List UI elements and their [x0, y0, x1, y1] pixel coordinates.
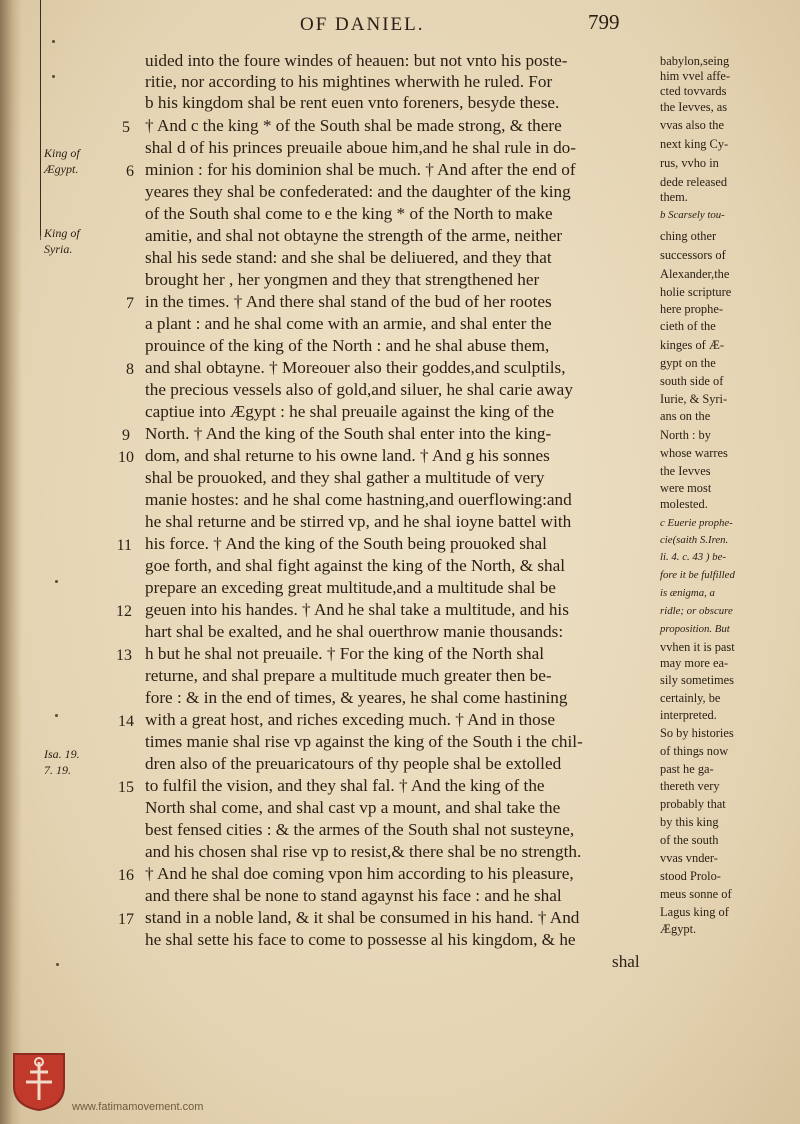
margin-note-line: certainly, be — [660, 691, 721, 705]
margin-note-line: babylon,seing — [660, 54, 730, 68]
text-line: and his chosen shal rise vp to resist,& there shal be no strength. — [145, 842, 582, 861]
text-line: the precious vessels also of gold,and siluer, he shal carie away — [145, 380, 573, 399]
verse-number: 8 — [126, 361, 134, 378]
margin-note-line: Alexander,the — [660, 267, 730, 281]
margin-note-line: So by histories — [660, 726, 734, 740]
page-number: 799 — [588, 10, 620, 34]
verse-number: 11 — [116, 537, 132, 554]
text-line: amitie, and shal not obtayne the strength of the arme, neither — [145, 226, 563, 245]
text-line: and shal obtayne. † Moreouer also their goddes,and sculptils, — [145, 358, 566, 377]
running-head: OF DANIEL. — [300, 14, 425, 35]
margin-note-line: vvhen it is past — [660, 640, 735, 654]
text-line: brought her , her yongmen and they that strengthened her — [145, 270, 540, 289]
verse-number: 13 — [116, 647, 132, 664]
left-margin-note: Isa. 19. — [44, 747, 80, 761]
margin-note-line: may more ea- — [660, 656, 729, 670]
left-margin-note: Syria. — [44, 242, 73, 256]
verse-number: 17 — [118, 911, 134, 928]
verse-number: 12 — [116, 603, 132, 620]
margin-note-line: interpreted. — [660, 708, 717, 722]
verse-number: 6 — [126, 163, 134, 180]
text-line: in the times. † And there shal stand of the bud of her rootes — [145, 292, 552, 311]
margin-note-line: li. 4. c. 43 ) be- — [660, 551, 726, 563]
text-line: he shal sette his face to come to possesse al his kingdom, & he — [145, 930, 576, 949]
verse-number: 9 — [122, 427, 130, 444]
verse-number: 14 — [118, 713, 134, 730]
text-line: shal d of his princes preuaile aboue him,and he shal rule in do- — [145, 138, 576, 157]
verse-number: 15 — [118, 779, 134, 796]
verse-number: 7 — [126, 295, 134, 312]
margin-note-line: b Scarsely tou- — [660, 209, 725, 221]
margin-note-line: whose warres — [660, 446, 728, 460]
text-line: and there shal be none to stand agaynst his face : and he shal — [145, 886, 562, 905]
margin-note-line: thereth very — [660, 779, 720, 793]
margin-note-line: fore it be fulfilled — [660, 569, 735, 581]
verse-number: 5 — [122, 119, 130, 136]
text-line: † And c the king * of the South shal be made strong, & there — [145, 116, 562, 135]
margin-note-line: past he ga- — [660, 762, 714, 776]
margin-note-line: molested. — [660, 497, 708, 511]
text-line: manie hostes: and he shal come hastning,and ouerflowing:and — [145, 490, 572, 509]
margin-note-line: rus, vvho in — [660, 156, 719, 170]
fatima-crest-logo — [12, 1052, 66, 1112]
text-line: North shal come, and shal cast vp a mount, and shal take the — [145, 798, 561, 817]
margin-note-line: the Ievves — [660, 464, 711, 478]
text-line: his force. † And the king of the South being prouoked shal — [145, 534, 547, 553]
catchword: shal — [612, 952, 640, 971]
margin-note-line: them. — [660, 190, 688, 204]
text-line: he shal returne and be stirred vp, and he shal ioyne battel with — [145, 512, 572, 531]
margin-note-line: probably that — [660, 797, 726, 811]
margin-note-line: south side of — [660, 374, 724, 388]
margin-note-line: holie scripture — [660, 285, 732, 299]
margin-note-line: c Euerie prophe- — [660, 517, 733, 529]
text-line: North. † And the king of the South shal enter into the king- — [145, 424, 552, 443]
text-line: b his kingdom shal be rent euen vnto foreners, besyde these. — [145, 93, 560, 112]
text-line: returne, and shal prepare a multitude much greater then be- — [145, 666, 552, 685]
margin-note-line: stood Prolo- — [660, 869, 721, 883]
margin-note-line: ans on the — [660, 409, 711, 423]
margin-note-line: cieth of the — [660, 319, 716, 333]
margin-note-line: of things now — [660, 744, 729, 758]
text-line: yeares they shal be confederated: and the daughter of the king — [145, 182, 571, 201]
text-line: ritie, nor according to his mightines wherwith he ruled. For — [145, 72, 553, 91]
text-line: a plant : and he shal come with an armie, and shal enter the — [145, 314, 552, 333]
footer-website-link[interactable]: www.fatimamovement.com — [72, 1101, 204, 1113]
margin-note-line: is ænigma, a — [660, 587, 715, 599]
margin-note-line: here prophe- — [660, 302, 723, 316]
text-line: geuen into his handes. † And he shal take a multitude, and his — [145, 600, 569, 619]
margin-dot — [55, 580, 58, 583]
verse-number: 10 — [118, 449, 134, 466]
text-line: stand in a noble land, & it shal be consumed in his hand. † And — [145, 908, 580, 927]
margin-note-line: of the south — [660, 833, 719, 847]
margin-note-line: him vvel affe- — [660, 69, 730, 83]
margin-note-line: ridle; or obscure — [660, 605, 733, 617]
margin-note-line: Iurie, & Syri- — [660, 392, 728, 406]
margin-dot — [56, 963, 59, 966]
margin-note-line: the Ievves, as — [660, 100, 728, 114]
margin-note-line: vvas vnder- — [660, 851, 718, 865]
left-margin-rule — [40, 110, 41, 240]
text-line: captiue into Ægypt : he shal preuaile against the king of the — [145, 402, 555, 421]
margin-note-line: kinges of Æ- — [660, 338, 725, 352]
text-line: goe forth, and shal fight against the king of the North, & shal — [145, 556, 566, 575]
text-line: to fulfil the vision, and they shal fal. † And the king of the — [145, 776, 545, 795]
text-line: with a great host, and riches exceding much. † And in those — [145, 710, 556, 729]
page-edge-shadow — [0, 0, 22, 1124]
margin-note-line: vvas also the — [660, 118, 725, 132]
text-line: h but he shal not preuaile. † For the king of the North shal — [145, 644, 545, 663]
text-line: prouince of the king of the North : and he shal abuse them, — [145, 336, 550, 355]
margin-note-line: by this king — [660, 815, 719, 829]
margin-note-line: cie(saith S.Iren. — [660, 534, 729, 546]
left-margin-note: King of — [44, 226, 80, 240]
text-line: prepare an exceding great multitude,and a multitude shal be — [145, 578, 556, 597]
text-line: fore : & in the end of times, & yeares, he shal come hastining — [145, 688, 568, 707]
text-line: best fensed cities : & the armes of the South shal not susteyne, — [145, 820, 575, 839]
margin-dot — [52, 75, 55, 78]
text-line: uided into the foure windes of heauen: but not vnto his poste- — [145, 51, 568, 70]
text-line: shal be prouoked, and they shal gather a multitude of very — [145, 468, 545, 487]
margin-note-line: Lagus king of — [660, 905, 729, 919]
margin-dot — [52, 40, 55, 43]
margin-note-line: Ægypt. — [660, 922, 697, 936]
margin-note-line: cted tovvards — [660, 84, 727, 98]
text-line: dren also of the preuaricatours of thy people shal be extolled — [145, 754, 562, 773]
margin-note-line: proposition. But — [660, 623, 730, 635]
margin-note-line: North : by — [660, 428, 711, 442]
margin-note-line: ching other — [660, 229, 717, 243]
left-margin-note: King of — [44, 146, 80, 160]
text-line: of the South shal come to e the king * of the North to make — [145, 204, 553, 223]
margin-note-line: dede released — [660, 175, 728, 189]
text-line: shal his sede stand: and she shal be deliuered, and they that — [145, 248, 552, 267]
margin-note-line: meus sonne of — [660, 887, 732, 901]
verse-number: 16 — [118, 867, 134, 884]
left-margin-note: 7. 19. — [44, 763, 71, 777]
text-line: dom, and shal returne to his owne land. † And g his sonnes — [145, 446, 550, 465]
margin-note-line: successors of — [660, 248, 726, 262]
text-line: times manie shal rise vp against the king of the South i the chil- — [145, 732, 583, 751]
margin-note-line: gypt on the — [660, 356, 716, 370]
margin-note-line: were most — [660, 481, 712, 495]
margin-dot — [55, 714, 58, 717]
text-line: hart shal be exalted, and he shal ouerthrow manie thousands: — [145, 622, 564, 641]
text-line: † And he shal doe coming vpon him according to his pleasure, — [145, 864, 574, 883]
text-line: minion : for his dominion shal be much. † And after the end of — [145, 160, 576, 179]
left-margin-note: Ægypt. — [44, 162, 79, 176]
margin-note-line: sily sometimes — [660, 673, 734, 687]
margin-note-line: next king Cy- — [660, 137, 729, 151]
